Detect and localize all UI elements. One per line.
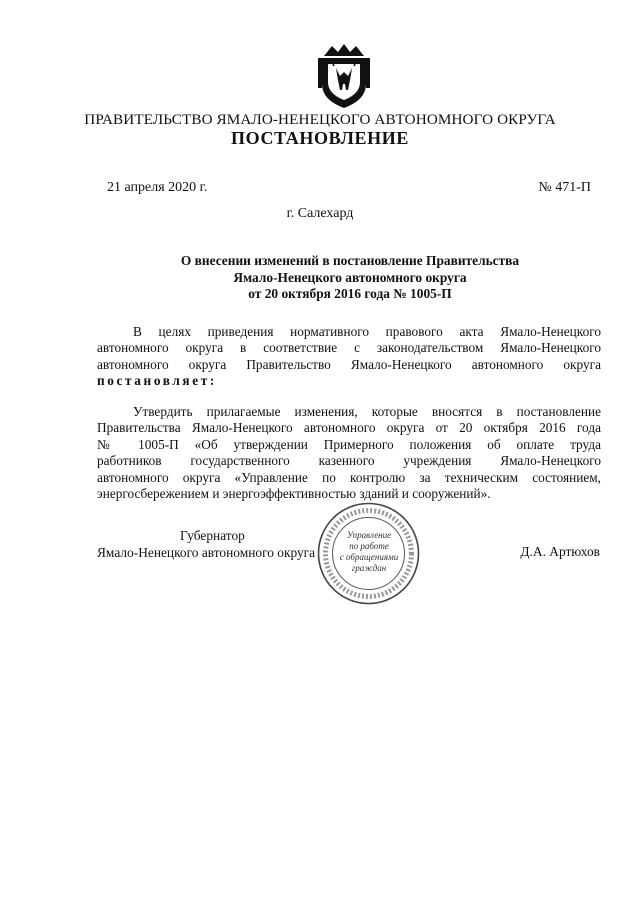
paragraph-line: энергосбережением и энергоэффективностью зданий и сооружений». [97, 486, 491, 502]
operative-paragraph [97, 404, 601, 502]
signer-position [97, 527, 337, 561]
stamp-line: по работе [349, 541, 389, 551]
signer-name: Д.А. Артюхов [520, 544, 600, 559]
paragraph-line: В целях приведения нормативного правового акта Ямало-Ненецкого [133, 324, 601, 339]
document-city: г. Салехард [286, 206, 354, 221]
paragraph-line: работников государственного казенного учреждения Ямало-Ненецкого [97, 453, 601, 469]
decree-word: постановляет: [97, 373, 217, 389]
document-date: 21 апреля 2020 г. [107, 180, 208, 195]
document-number: № 471-П [538, 180, 591, 195]
coat-of-arms-icon [316, 42, 372, 110]
signer-position-line: Губернатор [180, 528, 245, 543]
stamp-line: с обращениями [339, 552, 399, 562]
preamble-paragraph [97, 324, 601, 390]
stamp-line: граждан [351, 563, 387, 573]
paragraph-line: автономного округа «Управление по контролю за техническим состоянием, [97, 469, 601, 485]
stamp-text [338, 530, 400, 574]
government-name: ПРАВИТЕЛЬСТВО ЯМАЛО-НЕНЕЦКОГО АВТОНОМНОГО ОКРУГА [84, 111, 556, 128]
paragraph-line: Утвердить прилагаемые изменения, которые вносятся в постановление [133, 404, 601, 419]
signer-position-line: Ямало-Ненецкого автономного округа [97, 545, 316, 560]
title-line: Ямало-Ненецкого автономного округа [233, 269, 467, 285]
stamp-line: Управление [346, 530, 392, 540]
document-title [120, 253, 580, 303]
paragraph-line: автономного округа в соответствие с законодательством Ямало-Ненецкого [97, 340, 601, 356]
title-line: от 20 октября 2016 года № 1005-П [248, 286, 452, 301]
paragraph-line: № 1005-П «Об утверждении Примерного положения об оплате труда [97, 436, 601, 452]
document-type: ПОСТАНОВЛЕНИЕ [231, 128, 409, 148]
paragraph-line: автономного округа Правительство Ямало-Ненецкого автономного округа [97, 356, 601, 372]
title-line: О внесении изменений в постановление Правительства [180, 253, 520, 268]
paragraph-line: Правительства Ямало-Ненецкого автономного округа от 20 октября 2016 года [97, 420, 601, 436]
